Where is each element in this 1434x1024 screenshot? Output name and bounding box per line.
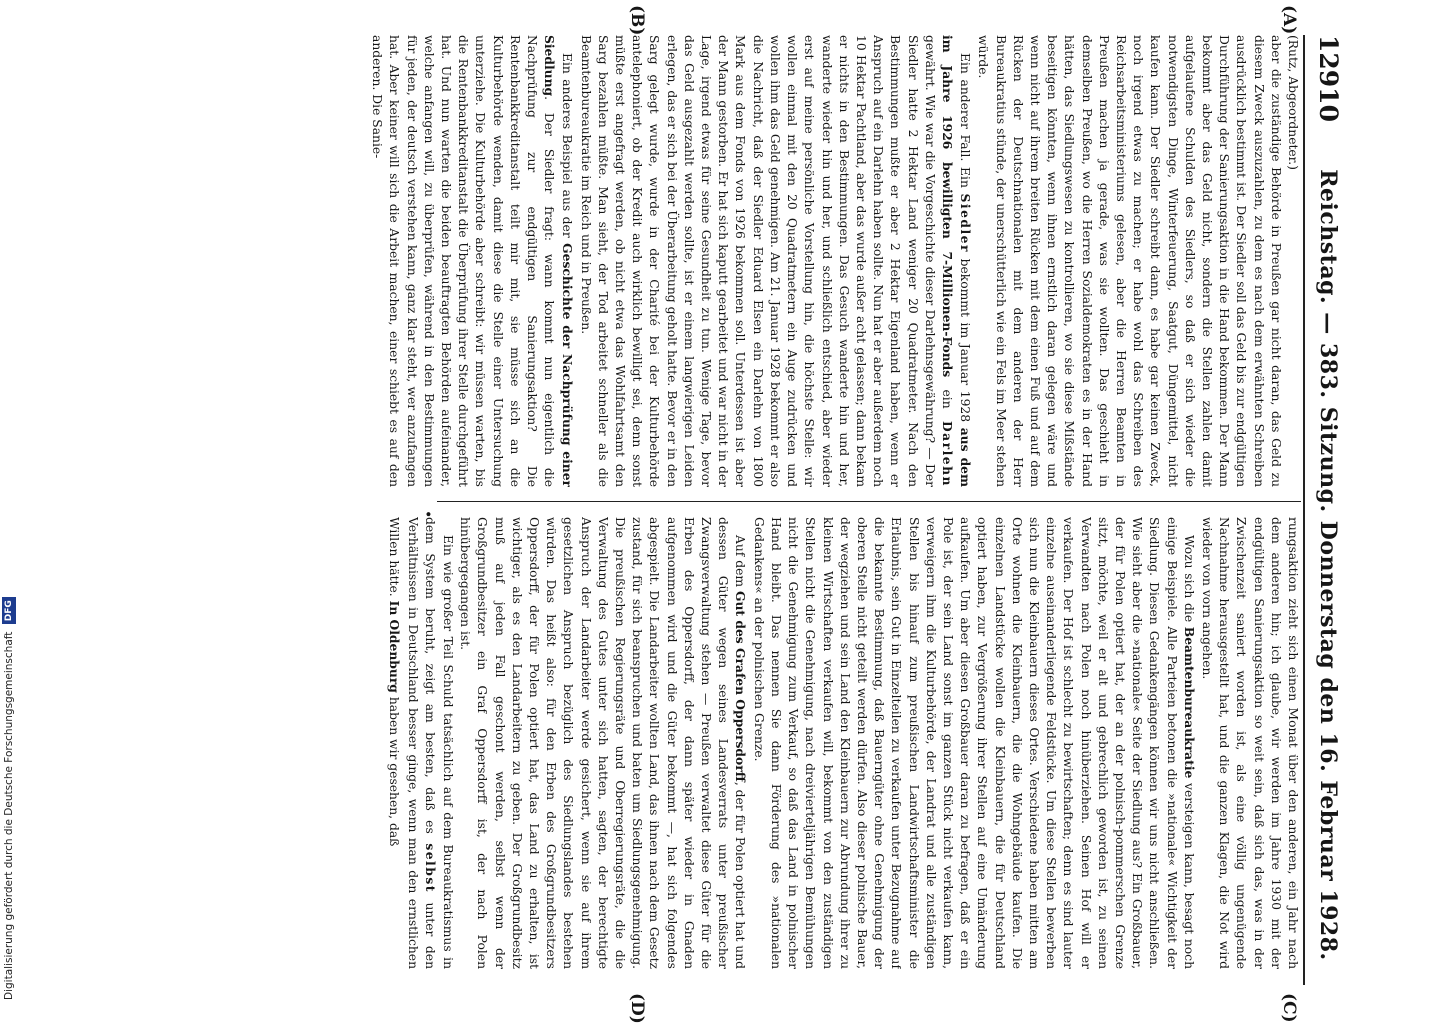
emphasis: Beamtenbureaukratie	[1181, 626, 1197, 779]
emphasis: aus dem im Jahre 1926 bewilligten 7-Millionen-Fonds	[939, 35, 974, 487]
paragraph: Ein wie großer Teil Schuld tatsächlich auf dem Bureaukratismus in dem System beruht, zeigt am besten, daß es selbst unter den Verhältnissen in Deutschland besser ginge, wenn man den ernstlichen Willen hätte. In Oldenburg haben wir gesehen, daß	[387, 517, 456, 969]
margin-marker-a: (A)	[1279, 5, 1299, 35]
emphasis: Geschichte der Nachprüfung einer Siedlung	[542, 35, 576, 487]
emphasis: Gut des Grafen Oppersdorff	[733, 590, 749, 782]
digitization-footer	[2, 597, 16, 1000]
emphasis: selbst	[422, 843, 438, 893]
paragraph: Auf dem Gut des Grafen Oppersdorff, der für Polen optiert hat und dessen Güter wegen seines Landesverrats unter preußischer Zwangsverwaltung stehen — Preußen verwaltet diese Güter für die Erben des Oppersdorff, der dann später wieder in Gnaden aufgenommen wird und die Güter bekommt —, hat sich folgendes abgespielt. Die Landarbeiter wollten Land, das ihnen nach dem Gesetz zustand, für sich beanspruchen und baten um Siedlungsgenehmigung. Die preußischen Regierungsräte und Oberregierungsräte, die die Verwaltung des Gutes unter sich hatten, sagten, der berechtigte Anspruch der Landarbeiter werde gesichert, wenn sie auf ihrem gesetzlichen Anspruch bezüglich des Siedlungslandes bestehen würden. Das heißt also: für den Erben des Großgrundbesitzers Oppersdorff, der für Polen optiert hat, das Land zu erhalten, ist wichtiger, als es den Landarbeitern zu geben. Der Großgrundbesitz muß auf jeden Fall geschont werden, selbst wenn der Großgrundbesitzer ein Graf Oppersdorff ist, der nach Polen hinübergegangen ist.	[458, 517, 749, 969]
ink-dot: •	[419, 510, 435, 519]
paragraph: aber die zuständige Behörde in Preußen gar nicht daran, das Geld zu diesem Zweck auszuzahlen, zu dem es nach dem erwähnten Schreiben ausdrücklich bestimmt ist. Der Siedler soll das Geld bis zur endgültigen Durchführung der Sanierungsaktion in die Hand bekommen. Der Mann bekommt aber das Geld nicht, sondern die Stellen zahlen damit aufgelaufene Schulden des Siedlers, so daß er sich wieder die notwendigsten Dinge, Winterfeuerung, Saatgut, Düngemittel, nicht kaufen kann. Der Siedler schreibt dann, es habe gar keinen Zweck, noch irgend etwas zu machen; er habe wohl das Schreiben des Reichsarbeitsministeriums gelesen, aber die Herren Beamten in Preußen machen ja gerade, was sie wollten. Das geschieht in demselben Preußen, wo die Herren Sozialdemokraten es in der Hand hätten, das Siedlungswesen zu kontrollieren, wo sie diese Mißstände beseitigen könnten, wenn ihnen ernstlich daran gelegen wäre und wenn nicht auf ihrem breiten Rücken mit dem einen Fuß und auf dem Rücken der Deutschnationalen mit dem anderen der Herr Bureaukratius stünde, der unerschütterlich wie ein Fels im Meer stehen würde.	[976, 35, 1283, 487]
margin-marker-b: (B)	[627, 5, 647, 36]
running-title: Reichstag. — 383. Sitzung. Donnerstag den 16. Februar 1928.	[1315, 169, 1341, 961]
speaker-label: (Rutz, Abgeordneter.)	[1286, 35, 1300, 170]
page-number: 12910	[1314, 35, 1343, 122]
paragraph: rungsaktion zieht sich einen Monat über den anderen, ein Jahr nach dem anderen hin; ich glaube, wir werden im Jahre 1930 mit der endgültigen Sanierungsaktion so weit sein, daß sich das, was in der Zwischenzeit saniert worden ist, als eine völlig ungenügende Nachnahme herausgestellt hat, und die ganzen Klagen, die Not wird wieder von vorn angehen.	[1199, 517, 1300, 969]
paragraph: Ein anderer Fall. Ein Siedler bekommt im Januar 1928 aus dem im Jahre 1926 bewilligten 7-Millionen-Fonds ein Darlehn gewährt. Wie war die Vorgeschichte dieser Darlehnsgewährung? — Der Siedler hatte 2 Hektar Land weniger 20 Quadratmeter. Nach den Bestimmungen mußte er aber 2 Hektar Eigenland haben, wenn er Anspruch auf ein Darlehn haben sollte. Nun hat er aber außerdem noch 10 Hektar Pachtland, aber das wurde außer acht gelassen; dann bekam er nichts in den Bestimmungen. Das Gesuch wanderte hin und her, wanderte wieder hin und her, und schließlich entschied, aber wieder erst auf meine persönliche Vorstellung hin, die höchste Stelle: wir wollen einmal mit den 20 Quadratmetern ein Auge zudrücken und wollen ihm das Geld genehmigen. Am 21. Januar 1928 bekommt er also die Nachricht, daß der Siedler Eduard Elsen ein Darlehn von 1800 Mark aus dem Fonds von 1926 bekommen soll. Unterdessen ist aber der Mann gestorben. Er hat sich kaputt gearbeitet und war nicht in der Lage, irgend etwas für seine Gesundheit zu tun. Wenige Tage, bevor das Geld ausgezahlt werden sollte, ist er einem langwierigen Leiden erlegen, das er sich bei der Überarbeitung geholt hatte. Bevor er in den Sarg gelegt wurde, wurde in der Charité bei der Kulturbehörde antelephoniert, ob der Kredit auch wirklich bewilligt sei, denn sonst müßte erst angefragt werden, ob nicht etwa das Wohlfahrtsamt den Sarg bezahlen müßte. Man sieht, der Tod arbeitet schneller als die Beamtenbureaukratie im Reich und in Preußen.	[578, 35, 974, 487]
emphasis: In Oldenburg	[387, 600, 403, 693]
emphasis: Siedler	[958, 193, 974, 253]
right-column	[57, 517, 1301, 969]
page-header	[1303, 35, 1347, 985]
paragraph: Ein anderes Beispiel aus der Geschichte der Nachprüfung einer Siedlung. Der Siedler fragt: wann kommt nun eigentlich die Nachprüfung zur endgültigen Sanierungsaktion? Die Rentenbankkreditanstalt teilt mir mit, sie müsse sich an die Kulturbehörde wenden, damit diese die Stelle einer Untersuchung unterziehe. Die Kulturbehörde aber schreibt: wir müssen warten, bis die Rentenbankkreditanstalt die Überprüfung ihrer Stelle durchgeführt hat. Und nun warten die beiden beauftragten Behörden aufeinander, welche anfangen will, zu überprüfen, während in den Bestimmungen für jeden, der deutsch verstehen kann, ganz klar steht, wer anzufangen hat. Aber keiner will sich die Arbeit machen, einer schiebt es auf den anderen. Die Sanie-	[370, 35, 576, 487]
margin-marker-c: (C)	[1279, 993, 1299, 1023]
margin-marker-d: (D)	[627, 993, 647, 1024]
document-page	[57, 5, 1347, 1024]
dfg-logo: DFG	[2, 597, 16, 624]
left-column	[57, 35, 1301, 487]
emphasis: Darlehn	[939, 420, 955, 487]
footer-text: Digitalisierung gefördert durch die Deutsche Forschungsgemeinschaft	[3, 631, 15, 1000]
paragraph: Wozu sich die Beamtenbureaukratie versteigen kann, besagt noch einige Beispiele. Alle Parteien betonen die »nationale« Wichtigkeit der Siedlung. Diesen Gedankengängen können wir uns nicht anschließen. Wie sieht aber die »nationale« Seite der Siedlung aus? Ein Großbauer, der für Polen optiert hat, der an der polnisch-pommerschen Grenze sitzt, möchte, weil er alt und gebrechlich geworden ist, zu seinen Verwandten nach Polen noch hinüberziehen. Seinen Hof will er verkaufen. Der Hof ist schlecht zu bewirtschaften; denn es sind lauter einzelne auseinanderliegende Feldstücke. Um diese Stellen bewerben sich nun die Kleinbauern dieses Ortes. Verschiedene haben mitten am Orte wohnen die Kleinbauern, die die Wohngebäude kaufen. Die einzelnen Landstücke wollen die Kleinbauern, die für Deutschland optiert haben, zur Vergrößerung ihrer Stellen auf eine Umänderung aufkaufen. Um aber diesen Großbauer daran zu befragen, daß er ein Pole ist, der sein Land sonst im ganzen Stück nicht verkaufen kann, verweigern ihm die Kulturbehörde, der Landrat und alle zuständigen Stellen bis hinauf zum preußischen Landwirtschaftsminister die Erlaubnis, sein Gut in Einzelteilen zu verkaufen unter Bezugnahme auf die bekannte Bestimmung, daß Bauerngüter ohne Genehmigung der oberen Stelle nicht geteilt werden dürfen. Also dieser polnische Bauer, der wegziehen und sein Land den Kleinbauern zur Abrundung ihrer zu kleinen Wirtschaften verkaufen will, bekommt von den zuständigen Stellen nicht die Genehmigung, nach dreivierteljährigen Bemühungen nicht die Genehmigung zum Verkauf, so daß das Land in polnischer Hand bleibt. Das nennen Sie dann Förderung des »nationalen Gedankens« an der polnischen Grenze.	[751, 517, 1197, 969]
column-divider	[437, 501, 1301, 502]
